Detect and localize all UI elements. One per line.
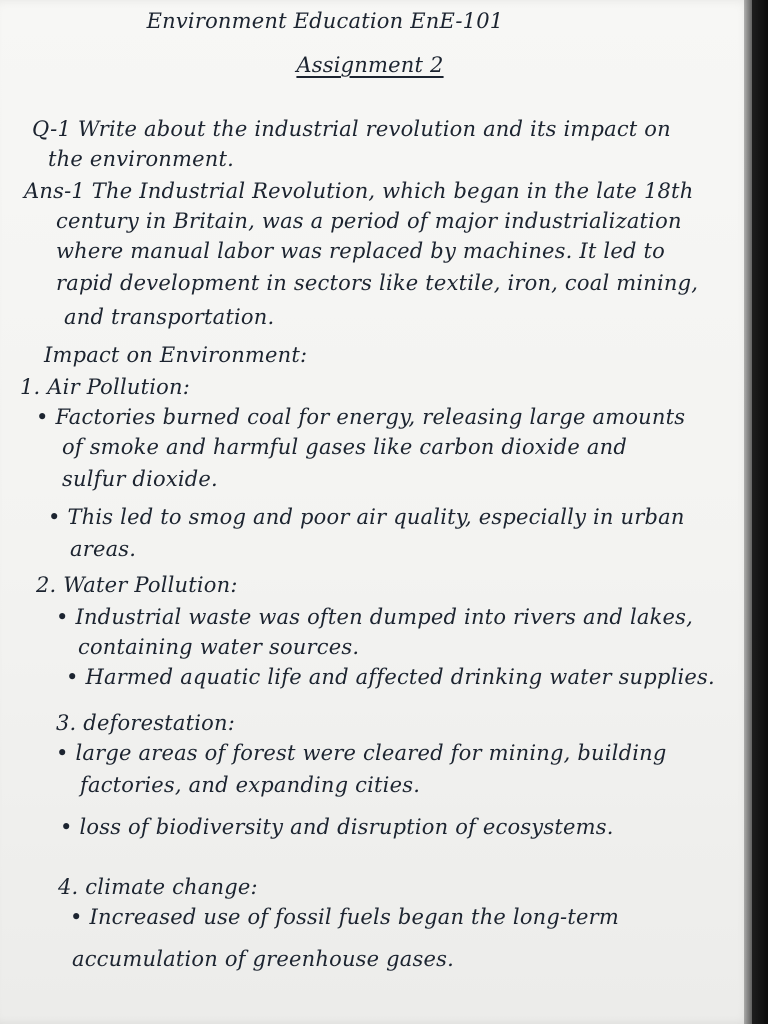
air-bullet-2-line-1: • This led to smog and poor air quality, especially in urban	[48, 505, 685, 529]
answer-line-1: Ans-1 The Industrial Revolution, which began in the late 18th	[24, 179, 694, 203]
climate-change-heading: 4. climate change:	[58, 875, 258, 899]
document-title: Environment Education EnE-101	[146, 9, 504, 33]
air-bullet-1-line-2: of smoke and harmful gases like carbon dioxide and	[62, 435, 627, 459]
question-line-1: Q-1 Write about the industrial revolution and its impact on	[32, 117, 671, 141]
climate-bullet-1-line-1: • Increased use of fossil fuels began the long-term	[70, 905, 619, 929]
water-bullet-1-line-1: • Industrial waste was often dumped into rivers and lakes,	[56, 605, 693, 629]
answer-line-2: century in Britain, was a period of major industrialization	[56, 209, 682, 233]
page-edge-shadow	[744, 0, 768, 1024]
deforestation-heading: 3. deforestation:	[56, 711, 235, 735]
deforestation-bullet-1-line-1: • large areas of forest were cleared for mining, building	[56, 741, 667, 765]
question-line-2: the environment.	[48, 147, 234, 171]
answer-line-3: where manual labor was replaced by machines. It led to	[56, 239, 665, 263]
air-bullet-2-line-2: areas.	[70, 537, 137, 561]
climate-bullet-1-line-2: accumulation of greenhouse gases.	[72, 947, 454, 971]
assignment-title: Assignment 2	[296, 53, 444, 77]
deforestation-bullet-1-line-2: factories, and expanding cities.	[80, 773, 421, 797]
impact-heading: Impact on Environment:	[44, 343, 308, 367]
deforestation-bullet-2-line-1: • loss of biodiversity and disruption of ecosystems.	[60, 815, 614, 839]
answer-line-5: and transportation.	[64, 305, 275, 329]
water-bullet-2-line-1: • Harmed aquatic life and affected drinking water supplies.	[66, 665, 715, 689]
water-pollution-heading: 2. Water Pollution:	[36, 573, 238, 597]
water-bullet-1-line-2: containing water sources.	[78, 635, 360, 659]
air-bullet-1-line-1: • Factories burned coal for energy, releasing large amounts	[36, 405, 686, 429]
air-bullet-1-line-3: sulfur dioxide.	[62, 467, 218, 491]
air-pollution-heading: 1. Air Pollution:	[20, 375, 190, 399]
answer-line-4: rapid development in sectors like textile, iron, coal mining,	[56, 271, 699, 295]
